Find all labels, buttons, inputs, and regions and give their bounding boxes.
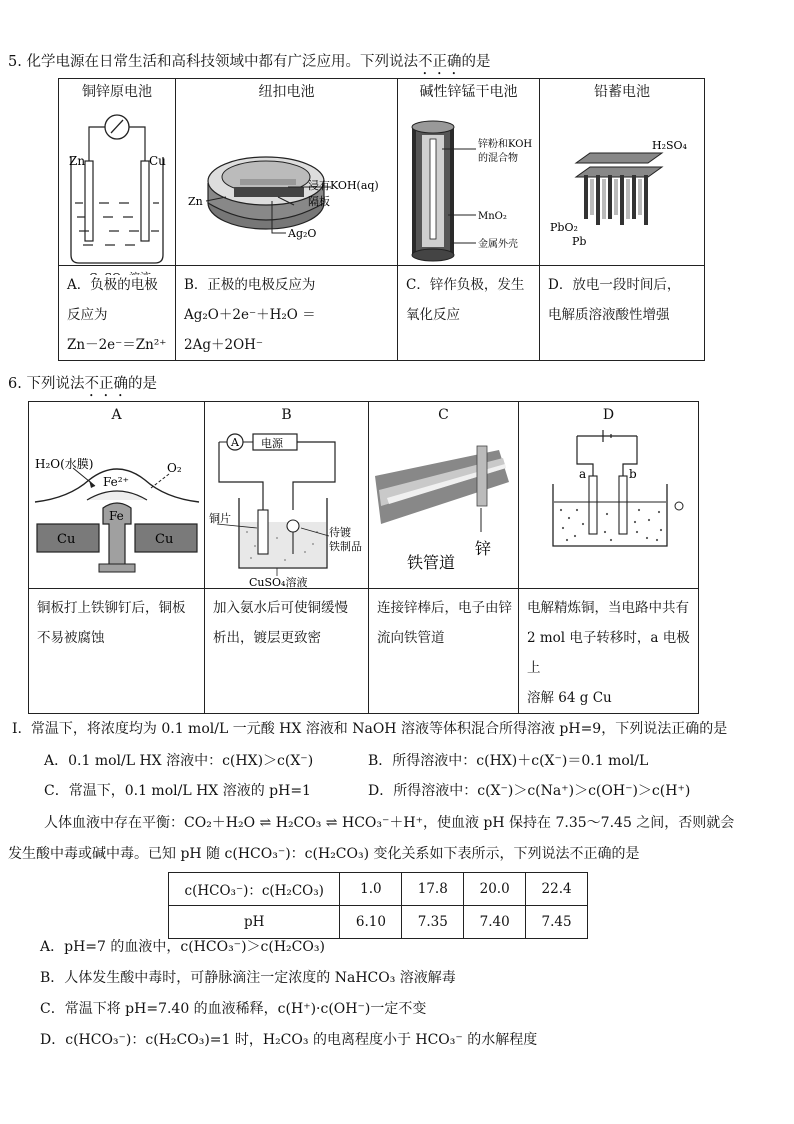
cu-right-label: Cu [155, 532, 174, 547]
q6-d-line1: 电解精炼铜，当电路中共有 [527, 600, 689, 616]
button-zn-label: Zn [188, 195, 203, 208]
electrolysis-svg [519, 428, 699, 588]
q8-option-d[interactable]: D．c(HCO₃⁻)：c(H₂CO₃)=1 时，H₂CO₃ 的电离程度小于 HCO₃⁻ 的水解程度 [40, 1032, 538, 1048]
mno2-label: MnO₂ [478, 211, 507, 222]
q5-stem-emphasis: 不正确 [417, 54, 462, 70]
q6-col-a [29, 402, 205, 589]
q5-d-line2: 电解质溶液酸性增强 [548, 307, 670, 323]
q6-stem-tail: 的是 [127, 376, 157, 392]
q8-option-a[interactable]: A．pH=7 的血液中，c(HCO₃⁻)＞c(H₂CO₃) [40, 939, 325, 955]
q6-option-b[interactable] [205, 589, 369, 714]
ag2o-label: Ag₂O [288, 227, 317, 240]
plating-item-label-2: 铁制品 [329, 540, 362, 553]
lead-acid-svg [540, 105, 705, 275]
q7-number: I. [12, 721, 22, 737]
q6-col-b [205, 402, 369, 589]
pipe-zinc-figure [369, 428, 518, 588]
q5-number: 5. [8, 54, 22, 70]
pbo2-label: PbO₂ [550, 221, 578, 234]
cu-label: Cu [149, 154, 166, 168]
q5-header-3-text: 碱性锌锰干电池 [419, 84, 518, 100]
q5-header-2-text: 纽扣电池 [258, 84, 315, 100]
q6-a-line1: 铜板打上铁铆钉后，铜板 [37, 600, 186, 616]
mixture-label: 的混合物 [478, 153, 518, 164]
q7-option-c[interactable]: C．常温下，0.1 mol/L HX 溶液的 pH=1 [44, 783, 311, 799]
lead-acid-figure [540, 105, 704, 265]
alkaline-cell-svg [398, 105, 540, 275]
q5-option-a[interactable] [59, 266, 176, 361]
power-label: 电源 [261, 437, 283, 450]
ratio-cell-2: 17.8 [402, 873, 464, 906]
metal-shell-label: 金属外壳 [478, 239, 518, 250]
iron-pipe-label: 铁管道 [407, 553, 456, 572]
q5-header-1-text: 铜锌原电池 [82, 84, 152, 100]
q6-number: 6. [8, 376, 22, 392]
ph-ratio-table [168, 872, 588, 939]
pb-label: Pb [572, 235, 587, 248]
zinc-label: 锌 [475, 539, 492, 558]
ratio-row [169, 873, 588, 906]
q6-table [28, 401, 699, 714]
cu-left-label: Cu [57, 532, 76, 547]
q6-header-b: B [281, 407, 292, 423]
q6-header-d: D [602, 407, 615, 423]
electroplating-svg [205, 428, 369, 588]
o2-label: O₂ [167, 461, 182, 475]
q8-option-b[interactable]: B．人体发生酸中毒时，可静脉滴注一定浓度的 NaHCO₃ 溶液解毒 [40, 970, 456, 986]
ph-row-label: pH [169, 906, 340, 939]
q6-d-line2: 2 mol 电子转移时，a 电极上 [527, 630, 690, 676]
q5-option-b[interactable] [176, 266, 398, 361]
q5-stem [8, 50, 490, 78]
button-cell-figure [176, 105, 397, 265]
q5-a-line2: 反应为 [67, 307, 108, 323]
q6-header-c: C [438, 407, 449, 423]
plating-solution-label: CuSO₄溶液 [249, 576, 308, 588]
q7-stem [12, 718, 727, 738]
q6-stem-emphasis: 不正确 [84, 376, 128, 392]
electrode-a-label: a [579, 467, 587, 481]
copper-zinc-cell-svg [59, 105, 176, 275]
zn-label: Zn [69, 154, 86, 168]
q5-stem-tail: 的是 [461, 54, 491, 70]
water-film-label: H₂O(水膜) [35, 457, 94, 471]
q5-c-line2: 氧化反应 [406, 307, 460, 323]
q6-b-line2: 析出，镀层更致密 [213, 630, 321, 646]
ammeter-label: A [231, 436, 239, 449]
q8-stem-line2: 发生酸中毒或碱中毒。已知 pH 随 c(HCO₃⁻)：c(H₂CO₃) 变化关系如下表所示，下列说法不正确的是 [8, 846, 640, 862]
q6-col-c [369, 402, 519, 589]
ph-cell-1: 6.10 [340, 906, 402, 939]
q5-header-4-text: 铅蓄电池 [594, 84, 650, 100]
q7-option-d[interactable]: D．所得溶液中：c(X⁻)＞c(Na⁺)＞c(OH⁻)＞c(H⁺) [368, 783, 691, 799]
q6-stem-text: 下列说法 [26, 376, 85, 392]
q6-header-a: A [111, 407, 122, 423]
fe2-label: Fe²⁺ [103, 475, 129, 489]
ratio-cell-3: 20.0 [464, 873, 526, 906]
q6-d-line3: 溶解 64 g Cu [527, 690, 612, 706]
ratio-cell-1: 1.0 [340, 873, 402, 906]
rivet-corrosion-svg [29, 428, 205, 588]
q5-header-4 [540, 79, 705, 266]
ph-row [169, 906, 588, 939]
q5-stem-text: 化学电源在日常生活和高科技领域中都有广泛应用。下列说法 [26, 54, 418, 70]
electroplating-figure [205, 428, 368, 588]
button-cell-svg [176, 105, 398, 275]
q6-option-d[interactable] [519, 589, 699, 714]
q5-b-line2: Ag₂O＋2e⁻＋H₂O ＝ [184, 307, 316, 323]
q7-stem-text: 常温下，将浓度均为 0.1 mol/L 一元酸 HX 溶液和 NaOH 溶液等体积混合所得溶液 pH=9，下列说法正确的是 [30, 721, 728, 737]
fe-label: Fe [109, 509, 124, 523]
plating-item-label-1: 待镀 [329, 526, 351, 539]
q6-b-line1: 加入氨水后可使铜缓慢 [213, 600, 348, 616]
q6-a-line2: 不易被腐蚀 [37, 630, 105, 646]
ph-cell-2: 7.35 [402, 906, 464, 939]
q5-c-line1: C．锌作负极，发生 [406, 277, 525, 293]
q5-header-2 [176, 79, 398, 266]
q6-c-line2: 流向铁管道 [377, 630, 445, 646]
q7-option-b[interactable]: B．所得溶液中：c(HX)＋c(X⁻)＝0.1 mol/L [368, 753, 649, 769]
ratio-cell-4: 22.4 [526, 873, 588, 906]
zinc-koh-label: 锌粉和KOH [478, 139, 533, 150]
q5-table [58, 78, 705, 361]
q5-header-3 [398, 79, 540, 266]
koh-label: 浸有KOH(aq) [308, 179, 379, 192]
h2so4-label: H₂SO₄ [652, 139, 687, 152]
q5-a-line3: Zn－2e⁻＝Zn²⁺ [67, 337, 167, 353]
q6-c-line1: 连接锌棒后，电子由锌 [377, 600, 512, 616]
q5-a-line1: A．负极的电极 [67, 277, 158, 293]
copper-zinc-cell-figure [59, 105, 175, 265]
q6-col-d [519, 402, 699, 589]
q5-header-1 [59, 79, 176, 266]
copper-sheet-label: 铜片 [209, 512, 231, 525]
separator-label: 隔板 [308, 195, 330, 208]
q7-option-a[interactable]: A．0.1 mol/L HX 溶液中：c(HX)＞c(X⁻) [44, 753, 314, 769]
q8-stem-line1: 人体血液中存在平衡：CO₂＋H₂O ⇌ H₂CO₃ ⇌ HCO₃⁻＋H⁺，使血液 pH 保持在 7.35～7.45 之间，否则就会 [44, 815, 735, 831]
ph-cell-3: 7.40 [464, 906, 526, 939]
q5-d-line1: D．放电一段时间后， [548, 277, 681, 293]
ratio-row-label: c(HCO₃⁻)：c(H₂CO₃) [169, 873, 340, 906]
rivet-corrosion-figure [29, 428, 204, 588]
q6-stem [8, 372, 157, 400]
q5-option-d[interactable] [540, 266, 705, 361]
alkaline-cell-figure [398, 105, 539, 265]
q5-b-line3: 2Ag＋2OH⁻ [184, 337, 264, 353]
q8-option-c[interactable]: C．常温下将 pH=7.40 的血液稀释，c(H⁺)·c(OH⁻)一定不变 [40, 1001, 427, 1017]
cuso4-label [89, 270, 151, 275]
q5-option-c[interactable] [398, 266, 540, 361]
q6-option-a[interactable] [29, 589, 205, 714]
ph-cell-4: 7.45 [526, 906, 588, 939]
pipe-zinc-svg [369, 428, 519, 588]
electrode-b-label: b [629, 467, 637, 481]
q6-option-c[interactable] [369, 589, 519, 714]
q5-b-line1: B．正极的电极反应为 [184, 277, 316, 293]
electrolysis-figure [519, 428, 698, 588]
